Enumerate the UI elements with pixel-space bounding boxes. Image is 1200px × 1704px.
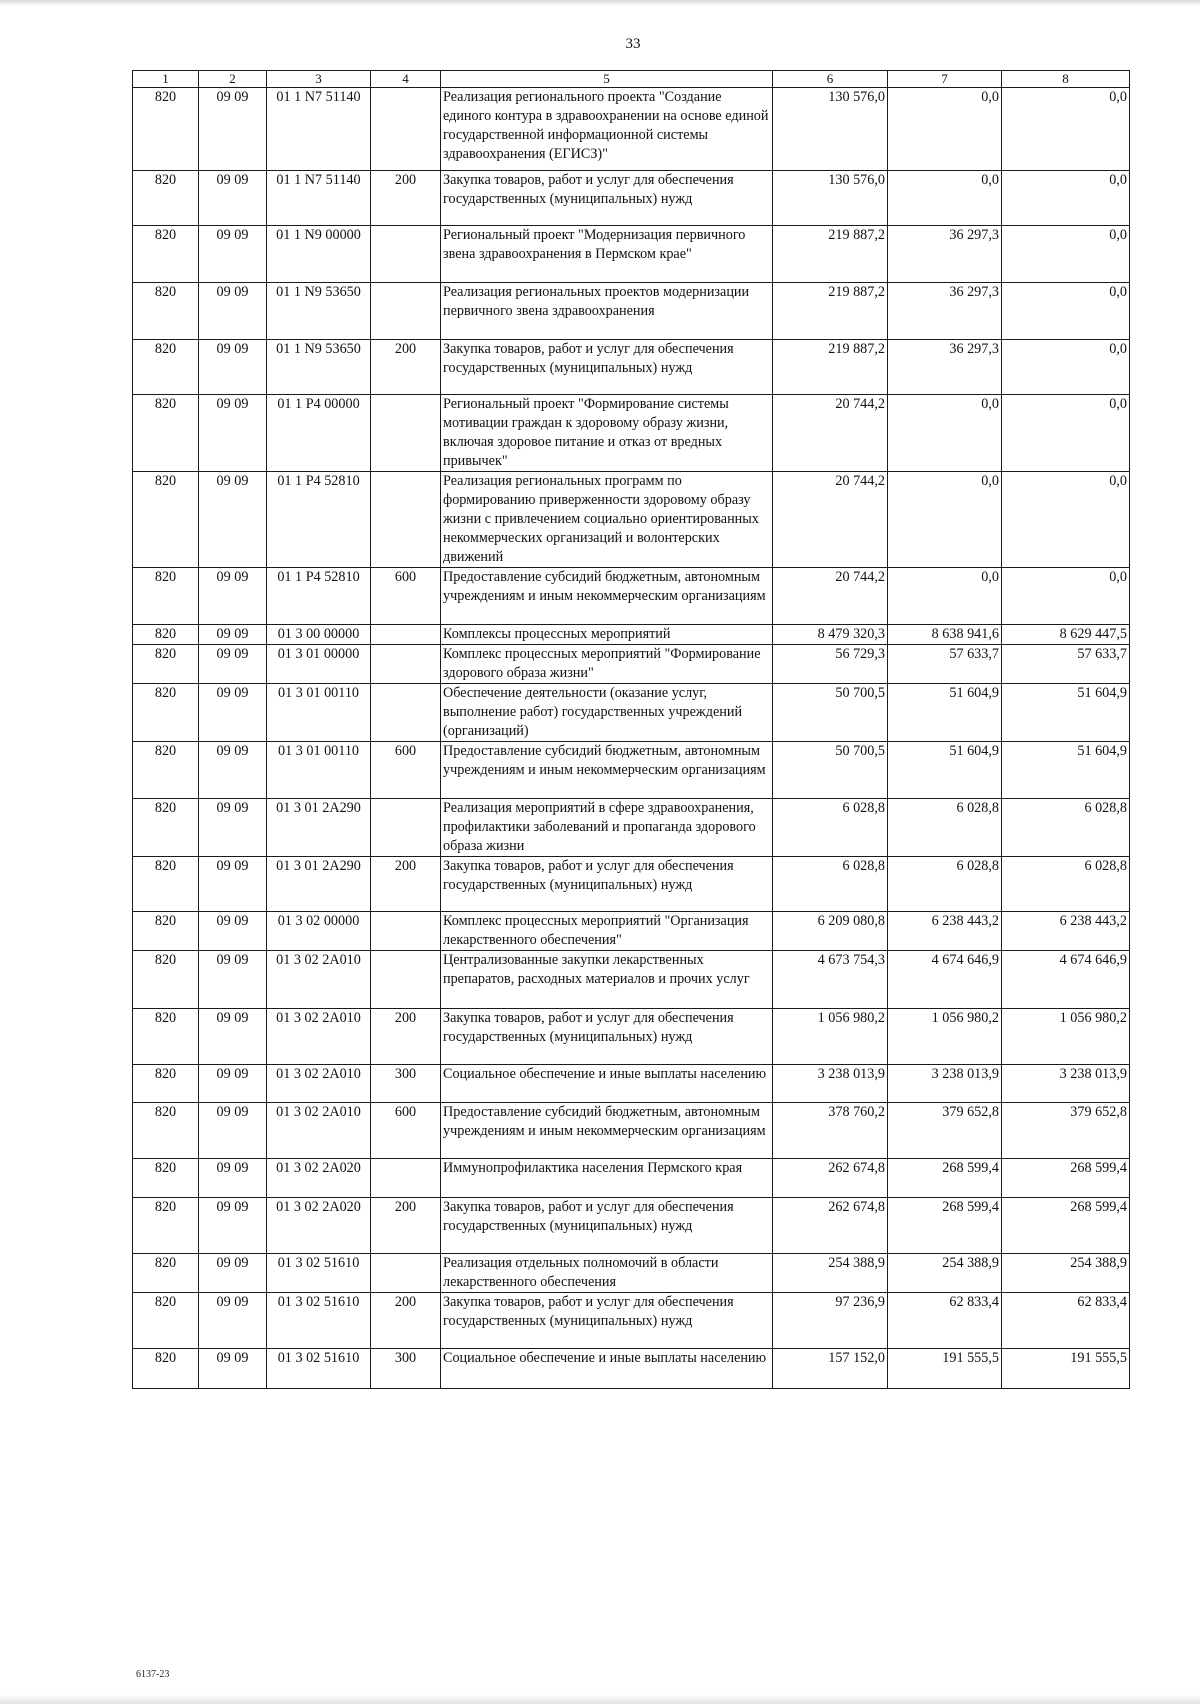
scan-edge-bottom bbox=[0, 1694, 1200, 1704]
expense-type-code: 600 bbox=[371, 1103, 441, 1159]
amount-col-6: 130 576,0 bbox=[773, 171, 888, 226]
amount-col-6: 219 887,2 bbox=[773, 340, 888, 395]
amount-col-8: 0,0 bbox=[1002, 283, 1130, 340]
amount-col-6: 20 744,2 bbox=[773, 568, 888, 625]
column-header-4: 4 bbox=[371, 71, 441, 88]
section-code: 09 09 bbox=[199, 1349, 267, 1389]
amount-col-8: 4 674 646,9 bbox=[1002, 951, 1130, 1009]
table-row bbox=[133, 1198, 1130, 1254]
amount-col-7: 191 555,5 bbox=[888, 1349, 1002, 1389]
amount-col-6: 20 744,2 bbox=[773, 472, 888, 568]
target-article-code: 01 1 N9 53650 bbox=[267, 340, 371, 395]
ministry-code: 820 bbox=[133, 1254, 199, 1293]
column-header-3: 3 bbox=[267, 71, 371, 88]
column-header-7: 7 bbox=[888, 71, 1002, 88]
expense-type-code: 200 bbox=[371, 1009, 441, 1065]
amount-col-7: 36 297,3 bbox=[888, 340, 1002, 395]
amount-col-6: 219 887,2 bbox=[773, 283, 888, 340]
ministry-code: 820 bbox=[133, 742, 199, 799]
table-row bbox=[133, 171, 1130, 226]
expense-type-code: 600 bbox=[371, 568, 441, 625]
table-header bbox=[133, 71, 1130, 88]
column-header-8: 8 bbox=[1002, 71, 1130, 88]
target-article-code: 01 3 00 00000 bbox=[267, 625, 371, 645]
table-row bbox=[133, 472, 1130, 568]
target-article-code: 01 3 01 2A290 bbox=[267, 799, 371, 857]
amount-col-7: 379 652,8 bbox=[888, 1103, 1002, 1159]
ministry-code: 820 bbox=[133, 951, 199, 1009]
table-row bbox=[133, 951, 1130, 1009]
table-row bbox=[133, 857, 1130, 912]
table-row bbox=[133, 645, 1130, 684]
ministry-code: 820 bbox=[133, 1159, 199, 1198]
table-row bbox=[133, 1065, 1130, 1103]
ministry-code: 820 bbox=[133, 1198, 199, 1254]
amount-col-8: 1 056 980,2 bbox=[1002, 1009, 1130, 1065]
section-code: 09 09 bbox=[199, 171, 267, 226]
amount-col-6: 130 576,0 bbox=[773, 88, 888, 171]
target-article-code: 01 3 02 51610 bbox=[267, 1293, 371, 1349]
section-code: 09 09 bbox=[199, 1159, 267, 1198]
section-code: 09 09 bbox=[199, 226, 267, 283]
target-article-code: 01 3 02 51610 bbox=[267, 1254, 371, 1293]
amount-col-7: 4 674 646,9 bbox=[888, 951, 1002, 1009]
amount-col-8: 0,0 bbox=[1002, 171, 1130, 226]
table-row bbox=[133, 395, 1130, 472]
amount-col-6: 1 056 980,2 bbox=[773, 1009, 888, 1065]
amount-col-8: 379 652,8 bbox=[1002, 1103, 1130, 1159]
section-code: 09 09 bbox=[199, 857, 267, 912]
expense-type-code: 600 bbox=[371, 742, 441, 799]
amount-col-7: 6 238 443,2 bbox=[888, 912, 1002, 951]
amount-col-7: 0,0 bbox=[888, 171, 1002, 226]
footer-code: 6137-23 bbox=[136, 1669, 170, 1680]
amount-col-8: 51 604,9 bbox=[1002, 684, 1130, 742]
amount-col-7: 3 238 013,9 bbox=[888, 1065, 1002, 1103]
target-article-code: 01 1 P4 52810 bbox=[267, 568, 371, 625]
target-article-code: 01 3 01 00000 bbox=[267, 645, 371, 684]
amount-col-6: 6 209 080,8 bbox=[773, 912, 888, 951]
target-article-code: 01 1 N7 51140 bbox=[267, 88, 371, 171]
section-code: 09 09 bbox=[199, 625, 267, 645]
target-article-code: 01 3 02 2A010 bbox=[267, 951, 371, 1009]
table-row bbox=[133, 1293, 1130, 1349]
table-row bbox=[133, 1254, 1130, 1293]
expense-type-code bbox=[371, 1254, 441, 1293]
amount-col-8: 8 629 447,5 bbox=[1002, 625, 1130, 645]
amount-col-7: 57 633,7 bbox=[888, 645, 1002, 684]
column-header-5: 5 bbox=[441, 71, 773, 88]
expense-type-code: 200 bbox=[371, 1293, 441, 1349]
amount-col-6: 50 700,5 bbox=[773, 742, 888, 799]
amount-col-7: 268 599,4 bbox=[888, 1159, 1002, 1198]
section-code: 09 09 bbox=[199, 1293, 267, 1349]
section-code: 09 09 bbox=[199, 340, 267, 395]
target-article-code: 01 3 02 2A020 bbox=[267, 1198, 371, 1254]
amount-col-6: 20 744,2 bbox=[773, 395, 888, 472]
amount-col-8: 0,0 bbox=[1002, 568, 1130, 625]
expense-type-code bbox=[371, 645, 441, 684]
ministry-code: 820 bbox=[133, 395, 199, 472]
table-row bbox=[133, 283, 1130, 340]
expense-type-code bbox=[371, 684, 441, 742]
item-name: Закупка товаров, работ и услуг для обеспечения государственных (муниципальных) нужд bbox=[441, 1293, 773, 1349]
target-article-code: 01 3 01 00110 bbox=[267, 684, 371, 742]
amount-col-6: 262 674,8 bbox=[773, 1159, 888, 1198]
amount-col-7: 51 604,9 bbox=[888, 742, 1002, 799]
item-name: Предоставление субсидий бюджетным, автономным учреждениям и иным некоммерческим организациям bbox=[441, 1103, 773, 1159]
item-name: Социальное обеспечение и иные выплаты населению bbox=[441, 1349, 773, 1389]
amount-col-6: 3 238 013,9 bbox=[773, 1065, 888, 1103]
section-code: 09 09 bbox=[199, 472, 267, 568]
amount-col-7: 0,0 bbox=[888, 568, 1002, 625]
target-article-code: 01 3 02 2A010 bbox=[267, 1009, 371, 1065]
target-article-code: 01 3 02 2A010 bbox=[267, 1103, 371, 1159]
table-row bbox=[133, 1009, 1130, 1065]
amount-col-7: 0,0 bbox=[888, 395, 1002, 472]
ministry-code: 820 bbox=[133, 645, 199, 684]
scan-edge-top bbox=[0, 0, 1200, 6]
table-row bbox=[133, 226, 1130, 283]
amount-col-8: 57 633,7 bbox=[1002, 645, 1130, 684]
amount-col-8: 6 028,8 bbox=[1002, 857, 1130, 912]
table-body bbox=[133, 88, 1130, 1389]
amount-col-8: 6 028,8 bbox=[1002, 799, 1130, 857]
section-code: 09 09 bbox=[199, 1009, 267, 1065]
item-name: Закупка товаров, работ и услуг для обеспечения государственных (муниципальных) нужд bbox=[441, 340, 773, 395]
amount-col-6: 56 729,3 bbox=[773, 645, 888, 684]
table-row bbox=[133, 799, 1130, 857]
table-row bbox=[133, 1103, 1130, 1159]
amount-col-7: 0,0 bbox=[888, 88, 1002, 171]
amount-col-7: 62 833,4 bbox=[888, 1293, 1002, 1349]
amount-col-6: 219 887,2 bbox=[773, 226, 888, 283]
expense-type-code: 300 bbox=[371, 1349, 441, 1389]
section-code: 09 09 bbox=[199, 912, 267, 951]
amount-col-8: 268 599,4 bbox=[1002, 1198, 1130, 1254]
item-name: Реализация региональных программ по формированию приверженности здоровому образу жизни с привлечением социально ориентированных некоммерческих организаций и волонтерских движений bbox=[441, 472, 773, 568]
item-name: Социальное обеспечение и иные выплаты населению bbox=[441, 1065, 773, 1103]
ministry-code: 820 bbox=[133, 1349, 199, 1389]
table-row bbox=[133, 1349, 1130, 1389]
item-name: Закупка товаров, работ и услуг для обеспечения государственных (муниципальных) нужд bbox=[441, 1009, 773, 1065]
budget-table bbox=[132, 70, 1130, 1389]
amount-col-6: 50 700,5 bbox=[773, 684, 888, 742]
amount-col-6: 262 674,8 bbox=[773, 1198, 888, 1254]
table-row bbox=[133, 625, 1130, 645]
target-article-code: 01 3 02 51610 bbox=[267, 1349, 371, 1389]
target-article-code: 01 3 01 2A290 bbox=[267, 857, 371, 912]
item-name: Комплекс процессных мероприятий "Организация лекарственного обеспечения" bbox=[441, 912, 773, 951]
ministry-code: 820 bbox=[133, 1293, 199, 1349]
target-article-code: 01 3 01 00110 bbox=[267, 742, 371, 799]
amount-col-6: 4 673 754,3 bbox=[773, 951, 888, 1009]
item-name: Реализация отдельных полномочий в области лекарственного обеспечения bbox=[441, 1254, 773, 1293]
ministry-code: 820 bbox=[133, 283, 199, 340]
expense-type-code: 200 bbox=[371, 1198, 441, 1254]
ministry-code: 820 bbox=[133, 857, 199, 912]
item-name: Комплексы процессных мероприятий bbox=[441, 625, 773, 645]
amount-col-7: 268 599,4 bbox=[888, 1198, 1002, 1254]
amount-col-8: 0,0 bbox=[1002, 88, 1130, 171]
expense-type-code bbox=[371, 395, 441, 472]
column-header-1: 1 bbox=[133, 71, 199, 88]
amount-col-8: 6 238 443,2 bbox=[1002, 912, 1130, 951]
amount-col-6: 254 388,9 bbox=[773, 1254, 888, 1293]
amount-col-7: 36 297,3 bbox=[888, 226, 1002, 283]
section-code: 09 09 bbox=[199, 568, 267, 625]
section-code: 09 09 bbox=[199, 1198, 267, 1254]
target-article-code: 01 1 N7 51140 bbox=[267, 171, 371, 226]
ministry-code: 820 bbox=[133, 340, 199, 395]
amount-col-6: 378 760,2 bbox=[773, 1103, 888, 1159]
expense-type-code bbox=[371, 283, 441, 340]
item-name: Реализация регионального проекта "Создание единого контура в здравоохранении на основе единой государственной информационной системы здравоохранения (ЕГИСЗ)" bbox=[441, 88, 773, 171]
amount-col-7: 51 604,9 bbox=[888, 684, 1002, 742]
amount-col-8: 254 388,9 bbox=[1002, 1254, 1130, 1293]
amount-col-8: 191 555,5 bbox=[1002, 1349, 1130, 1389]
expense-type-code bbox=[371, 226, 441, 283]
ministry-code: 820 bbox=[133, 684, 199, 742]
amount-col-7: 36 297,3 bbox=[888, 283, 1002, 340]
expense-type-code bbox=[371, 912, 441, 951]
expense-type-code: 200 bbox=[371, 171, 441, 226]
item-name: Иммунопрофилактика населения Пермского края bbox=[441, 1159, 773, 1198]
item-name: Закупка товаров, работ и услуг для обеспечения государственных (муниципальных) нужд bbox=[441, 857, 773, 912]
section-code: 09 09 bbox=[199, 684, 267, 742]
amount-col-8: 0,0 bbox=[1002, 472, 1130, 568]
table-row bbox=[133, 742, 1130, 799]
item-name: Региональный проект "Формирование системы мотивации граждан к здоровому образу жизни, включая здоровое питание и отказ от вредных привычек" bbox=[441, 395, 773, 472]
expense-type-code: 300 bbox=[371, 1065, 441, 1103]
amount-col-6: 157 152,0 bbox=[773, 1349, 888, 1389]
section-code: 09 09 bbox=[199, 395, 267, 472]
column-header-2: 2 bbox=[199, 71, 267, 88]
item-name: Закупка товаров, работ и услуг для обеспечения государственных (муниципальных) нужд bbox=[441, 171, 773, 226]
target-article-code: 01 1 P4 52810 bbox=[267, 472, 371, 568]
target-article-code: 01 3 02 2A020 bbox=[267, 1159, 371, 1198]
amount-col-7: 8 638 941,6 bbox=[888, 625, 1002, 645]
amount-col-8: 268 599,4 bbox=[1002, 1159, 1130, 1198]
amount-col-8: 0,0 bbox=[1002, 395, 1130, 472]
item-name: Реализация региональных проектов модернизации первичного звена здравоохранения bbox=[441, 283, 773, 340]
amount-col-6: 6 028,8 bbox=[773, 857, 888, 912]
item-name: Предоставление субсидий бюджетным, автономным учреждениям и иным некоммерческим организациям bbox=[441, 568, 773, 625]
ministry-code: 820 bbox=[133, 226, 199, 283]
target-article-code: 01 1 N9 53650 bbox=[267, 283, 371, 340]
section-code: 09 09 bbox=[199, 742, 267, 799]
amount-col-7: 1 056 980,2 bbox=[888, 1009, 1002, 1065]
target-article-code: 01 1 P4 00000 bbox=[267, 395, 371, 472]
item-name: Реализация мероприятий в сфере здравоохранения, профилактики заболеваний и пропаганда здорового образа жизни bbox=[441, 799, 773, 857]
section-code: 09 09 bbox=[199, 1103, 267, 1159]
section-code: 09 09 bbox=[199, 1065, 267, 1103]
amount-col-7: 0,0 bbox=[888, 472, 1002, 568]
table-row bbox=[133, 684, 1130, 742]
item-name: Обеспечение деятельности (оказание услуг, выполнение работ) государственных учреждений (организаций) bbox=[441, 684, 773, 742]
ministry-code: 820 bbox=[133, 568, 199, 625]
expense-type-code bbox=[371, 1159, 441, 1198]
column-header-6: 6 bbox=[773, 71, 888, 88]
table-row bbox=[133, 1159, 1130, 1198]
header-row bbox=[133, 71, 1130, 88]
ministry-code: 820 bbox=[133, 88, 199, 171]
expense-type-code bbox=[371, 472, 441, 568]
section-code: 09 09 bbox=[199, 799, 267, 857]
amount-col-6: 8 479 320,3 bbox=[773, 625, 888, 645]
amount-col-7: 254 388,9 bbox=[888, 1254, 1002, 1293]
amount-col-8: 51 604,9 bbox=[1002, 742, 1130, 799]
expense-type-code bbox=[371, 951, 441, 1009]
ministry-code: 820 bbox=[133, 171, 199, 226]
page-number: 33 bbox=[625, 36, 641, 52]
expense-type-code: 200 bbox=[371, 857, 441, 912]
target-article-code: 01 3 02 2A010 bbox=[267, 1065, 371, 1103]
table-row bbox=[133, 912, 1130, 951]
ministry-code: 820 bbox=[133, 1065, 199, 1103]
item-name: Предоставление субсидий бюджетным, автономным учреждениям и иным некоммерческим организациям bbox=[441, 742, 773, 799]
table-row bbox=[133, 568, 1130, 625]
item-name: Комплекс процессных мероприятий "Формирование здорового образа жизни" bbox=[441, 645, 773, 684]
expense-type-code bbox=[371, 625, 441, 645]
section-code: 09 09 bbox=[199, 283, 267, 340]
amount-col-6: 6 028,8 bbox=[773, 799, 888, 857]
ministry-code: 820 bbox=[133, 1009, 199, 1065]
amount-col-8: 0,0 bbox=[1002, 340, 1130, 395]
table-row bbox=[133, 340, 1130, 395]
section-code: 09 09 bbox=[199, 88, 267, 171]
ministry-code: 820 bbox=[133, 1103, 199, 1159]
item-name: Централизованные закупки лекарственных препаратов, расходных материалов и прочих услуг bbox=[441, 951, 773, 1009]
amount-col-8: 62 833,4 bbox=[1002, 1293, 1130, 1349]
target-article-code: 01 1 N9 00000 bbox=[267, 226, 371, 283]
item-name: Региональный проект "Модернизация первичного звена здравоохранения в Пермском крае" bbox=[441, 226, 773, 283]
ministry-code: 820 bbox=[133, 472, 199, 568]
expense-type-code: 200 bbox=[371, 340, 441, 395]
amount-col-7: 6 028,8 bbox=[888, 799, 1002, 857]
amount-col-6: 97 236,9 bbox=[773, 1293, 888, 1349]
amount-col-7: 6 028,8 bbox=[888, 857, 1002, 912]
amount-col-8: 3 238 013,9 bbox=[1002, 1065, 1130, 1103]
section-code: 09 09 bbox=[199, 645, 267, 684]
ministry-code: 820 bbox=[133, 912, 199, 951]
amount-col-8: 0,0 bbox=[1002, 226, 1130, 283]
section-code: 09 09 bbox=[199, 951, 267, 1009]
expense-type-code bbox=[371, 799, 441, 857]
ministry-code: 820 bbox=[133, 625, 199, 645]
target-article-code: 01 3 02 00000 bbox=[267, 912, 371, 951]
section-code: 09 09 bbox=[199, 1254, 267, 1293]
ministry-code: 820 bbox=[133, 799, 199, 857]
table-row bbox=[133, 88, 1130, 171]
expense-type-code bbox=[371, 88, 441, 171]
item-name: Закупка товаров, работ и услуг для обеспечения государственных (муниципальных) нужд bbox=[441, 1198, 773, 1254]
